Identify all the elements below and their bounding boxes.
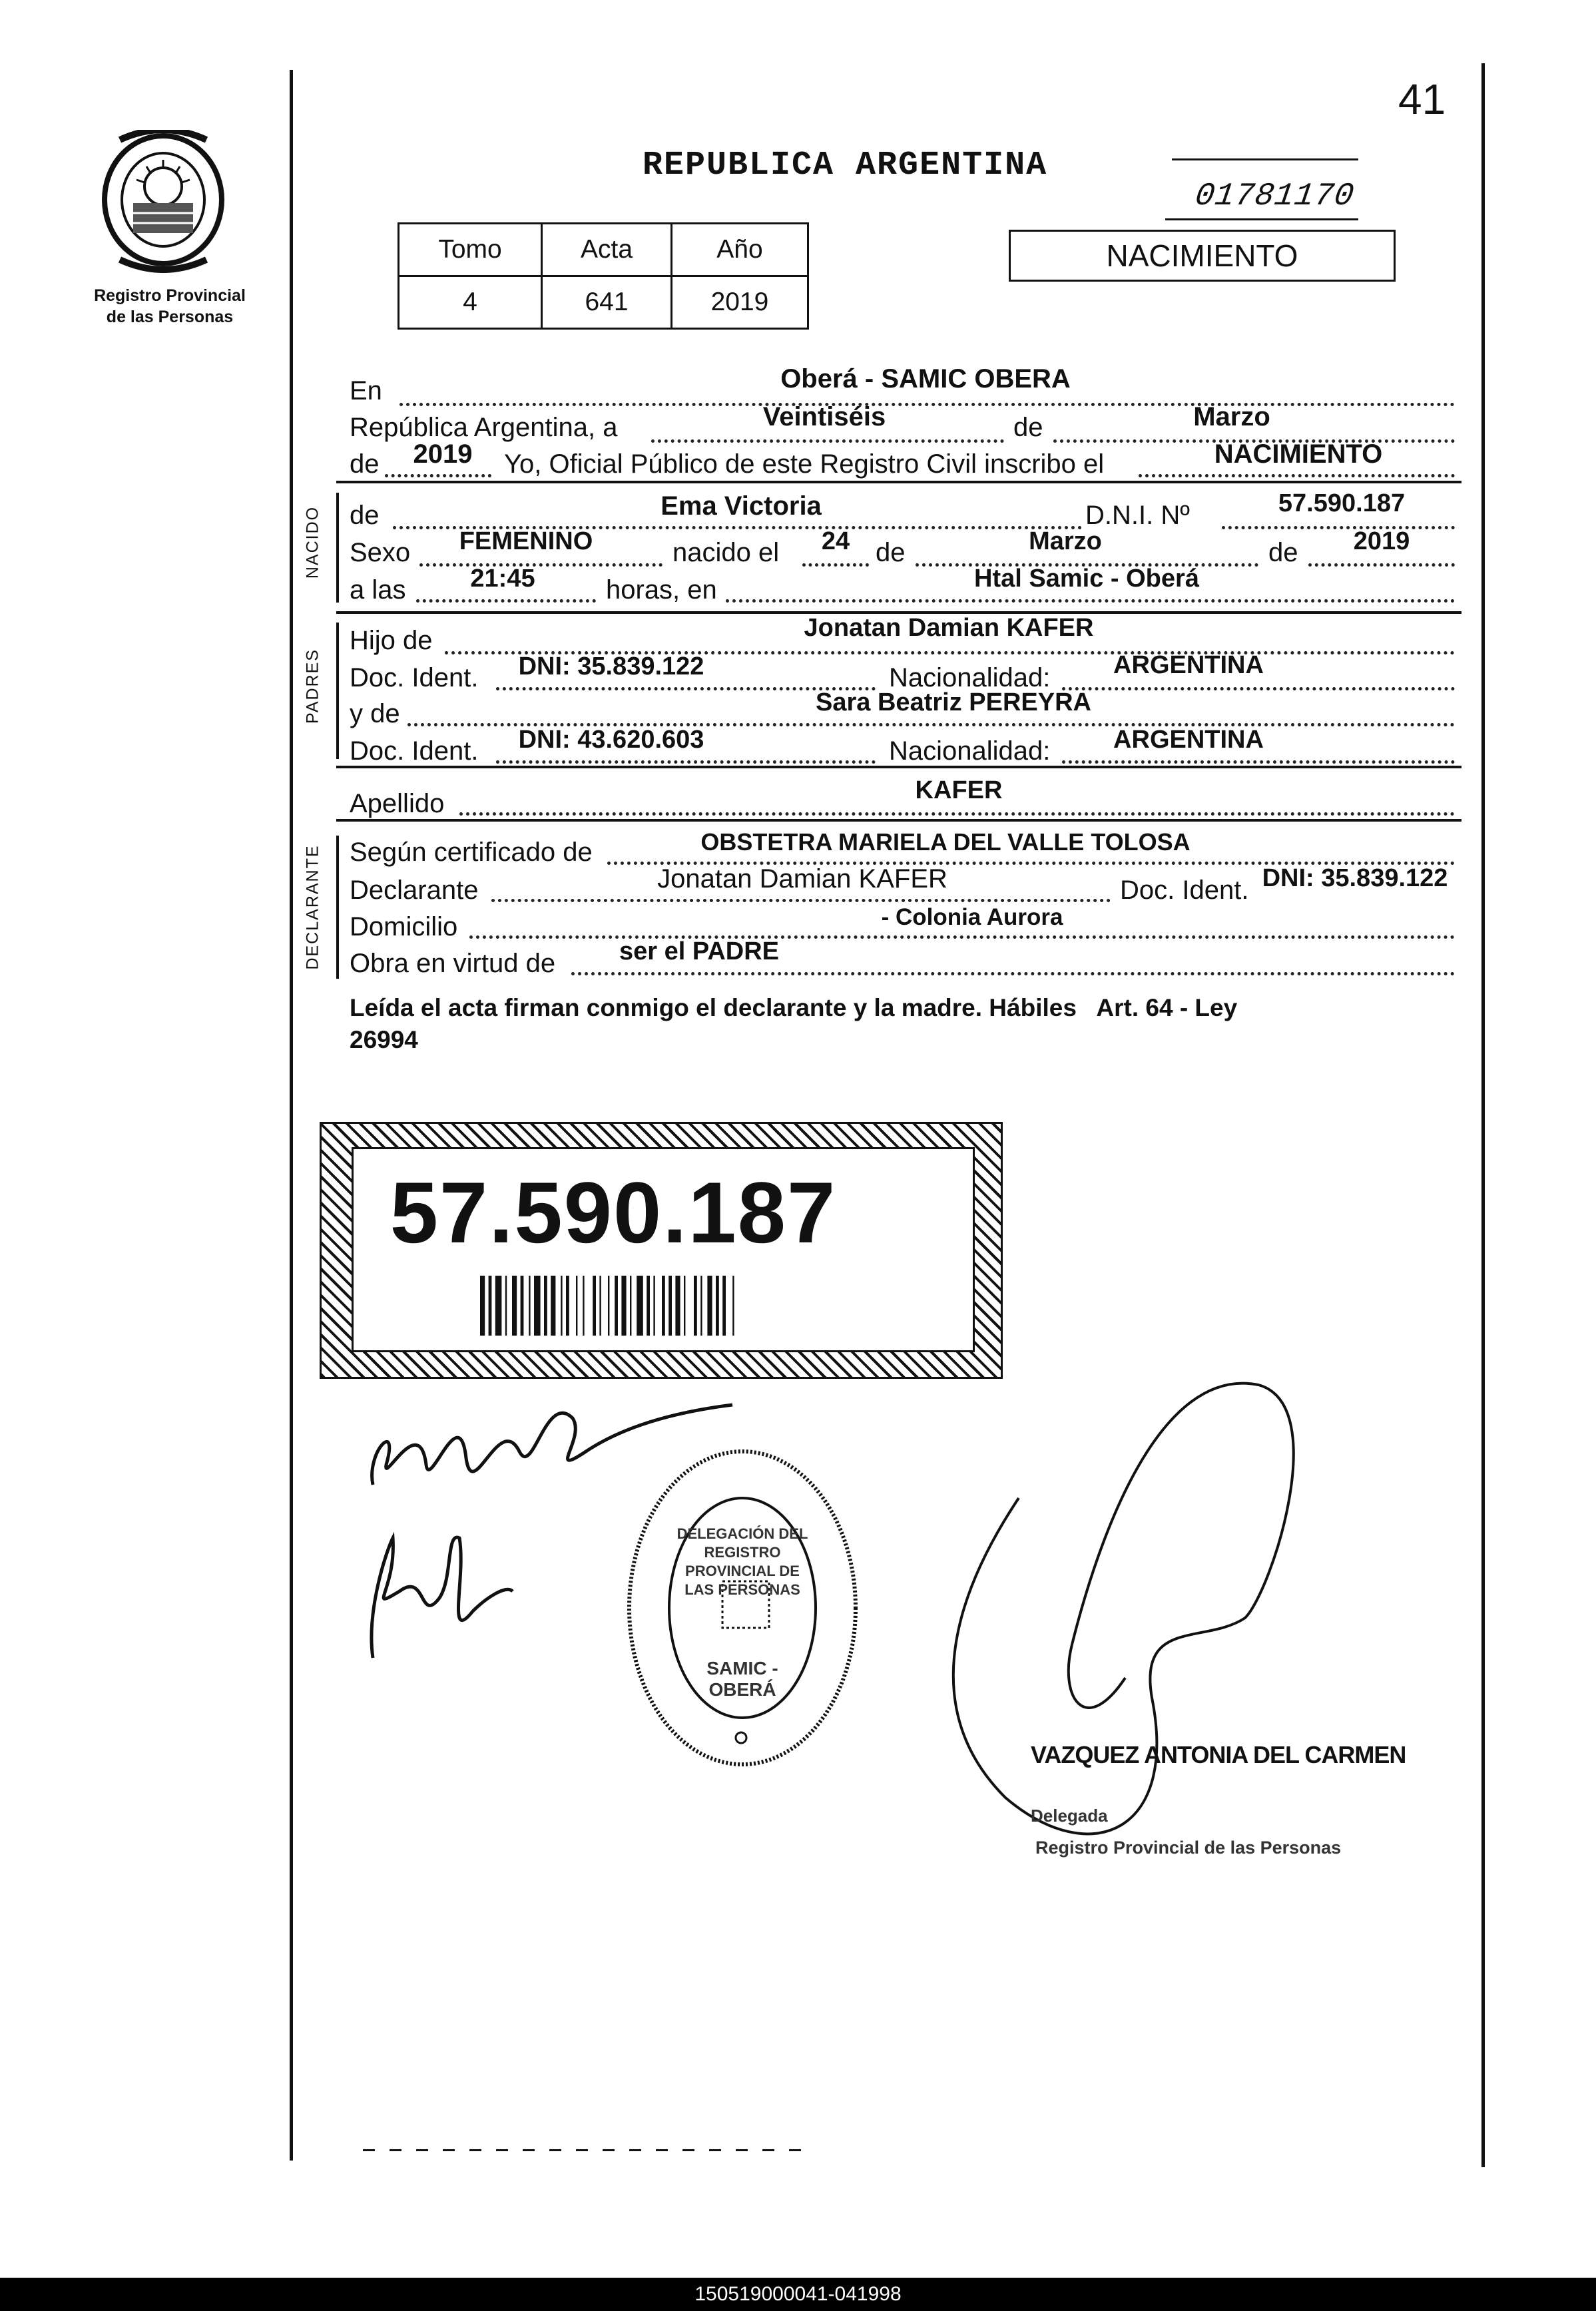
barcode-bar <box>561 1276 562 1336</box>
obra-value: ser el PADRE <box>619 937 780 965</box>
birth-day: 24 <box>821 527 850 555</box>
mother-nat-dotline <box>1062 760 1455 764</box>
dni-security-box <box>320 1122 1003 1379</box>
ano-value: 2019 <box>672 276 808 329</box>
dni-number-panel <box>352 1147 975 1352</box>
barcode-bar <box>716 1276 719 1336</box>
acta-header: Acta <box>542 224 672 276</box>
nacido-section-label: NACIDO <box>303 505 322 579</box>
country-title: REPUBLICA ARGENTINA <box>643 146 1048 184</box>
mother-doc-dotline <box>496 760 876 764</box>
officer-signature <box>872 1365 1445 1858</box>
left-margin-line <box>290 70 293 2161</box>
province-logo <box>93 130 233 273</box>
section-divider-3 <box>336 766 1462 768</box>
barcode-bar <box>707 1276 712 1336</box>
acta-value: 641 <box>542 276 672 329</box>
barcode-bar <box>551 1276 555 1336</box>
ano-header: Año <box>672 224 808 276</box>
declarante-name: Jonatan Damian KAFER <box>657 864 947 894</box>
time-dotline <box>416 599 596 603</box>
hijo-label: Hijo de <box>350 626 433 655</box>
barcode-bar <box>544 1276 547 1336</box>
yde-label: y de <box>350 699 400 728</box>
serial-number: 01781170 <box>1193 178 1357 214</box>
officer-registry: Registro Provincial de las Personas <box>1035 1838 1342 1858</box>
day-dotline <box>651 439 1004 443</box>
oficial-text: Yo, Oficial Público de este Registro Civil inscribo el <box>504 449 1105 479</box>
place-value: Oberá - SAMIC OBERA <box>780 364 1071 393</box>
nacido-el-label: nacido el <box>672 538 780 567</box>
dni-dotline <box>1222 526 1455 529</box>
domicilio-label: Domicilio <box>350 912 458 941</box>
officer-name: VAZQUEZ ANTONIA DEL CARMEN <box>1031 1741 1406 1768</box>
bottom-scan-mark <box>363 2149 816 2151</box>
birth-time: 21:45 <box>470 565 535 593</box>
barcode-bar <box>505 1276 507 1336</box>
tomo-header: Tomo <box>399 224 542 276</box>
birth-de-label: de <box>876 538 906 567</box>
barcode-bar <box>621 1276 626 1336</box>
dni-big-number: 57.590.187 <box>390 1164 837 1261</box>
right-margin-line <box>1481 63 1485 2167</box>
stamp-text: DELEGACIÓN DEL REGISTRO PROVINCIAL DE LAS PERSONAS <box>676 1525 808 1598</box>
barcode-bar <box>608 1276 609 1336</box>
barcode-bar <box>495 1276 502 1336</box>
barcode-bar <box>684 1276 685 1336</box>
alas-label: a las <box>350 575 406 605</box>
barcode-bar <box>480 1276 485 1336</box>
nacido-bracket <box>336 493 339 603</box>
footer-bar <box>0 2278 1596 2311</box>
act-value: NACIMIENTO <box>1214 439 1383 469</box>
intro-day-value: Veintiséis <box>762 402 886 431</box>
republica-label: República Argentina, a <box>350 413 618 442</box>
stamp-bottom-text: SAMIC - OBERÁ <box>706 1658 778 1700</box>
father-doc: DNI: 35.839.122 <box>518 652 704 680</box>
obra-dotline <box>571 972 1455 975</box>
intro-de-label: de <box>1013 413 1043 442</box>
father-doc-label: Doc. Ident. <box>350 663 479 692</box>
birth-de-label-2: de <box>1268 538 1298 567</box>
sexo-label: Sexo <box>350 538 411 567</box>
logo-caption-line1: Registro Provincial <box>94 286 246 305</box>
apellido-label: Apellido <box>350 789 445 818</box>
year-dotline <box>385 474 491 477</box>
registry-table-value-row <box>399 276 808 329</box>
barcode-bar <box>668 1276 672 1336</box>
en-label: En <box>350 376 382 405</box>
closing-statement <box>350 992 1462 1056</box>
barcode-bar <box>512 1276 517 1336</box>
declarante-dotline <box>491 899 1111 902</box>
cert-label: Según certificado de <box>350 838 593 867</box>
father-name: Jonatan Damian KAFER <box>804 614 1094 642</box>
misiones-seal-icon <box>93 130 233 273</box>
declarante-bracket <box>336 836 339 979</box>
intro-year-value: 2019 <box>413 439 473 469</box>
cert-value: OBSTETRA MARIELA DEL VALLE TOLOSA <box>700 828 1191 856</box>
apellido-value: KAFER <box>915 776 1003 804</box>
father-nationality: ARGENTINA <box>1113 651 1264 679</box>
father-nat-label: Nacionalidad: <box>889 663 1051 692</box>
barcode-bar <box>521 1276 524 1336</box>
barcode-bar <box>653 1276 655 1336</box>
declarante-section-label: DECLARANTE <box>303 844 322 970</box>
domicilio-dotline <box>469 935 1455 939</box>
mother-nationality: ARGENTINA <box>1113 726 1264 754</box>
mother-nat-label: Nacionalidad: <box>889 736 1051 766</box>
horas-label: horas, en <box>606 575 717 605</box>
dni-label: D.N.I. Nº <box>1085 501 1190 530</box>
declarante-label: Declarante <box>350 876 479 905</box>
barcode-bar <box>534 1276 541 1336</box>
declarante-doc: DNI: 35.839.122 <box>1262 864 1448 892</box>
birth-day-dotline <box>802 563 869 567</box>
closing-line-2: 26994 <box>350 1026 418 1053</box>
registry-stamp <box>623 1445 862 1771</box>
child-name: Ema Victoria <box>661 491 822 521</box>
registry-table-header-row <box>399 224 808 276</box>
intro-month-value: Marzo <box>1193 402 1270 431</box>
obra-label: Obra en virtud de <box>350 949 556 978</box>
barcode-bar <box>583 1276 584 1336</box>
registry-table <box>398 222 809 330</box>
logo-caption-line2: de las Personas <box>106 308 234 326</box>
barcode-bar <box>566 1276 569 1336</box>
mother-doc-label: Doc. Ident. <box>350 736 479 766</box>
mother-signature <box>346 1511 519 1671</box>
mother-doc: DNI: 43.620.603 <box>518 726 704 754</box>
padres-section-label: PADRES <box>303 648 322 724</box>
barcode-bar <box>732 1276 734 1336</box>
barcode-bar <box>599 1276 601 1336</box>
document-type: NACIMIENTO <box>1106 238 1298 273</box>
en-dotline <box>399 403 1455 406</box>
page-number: 41 <box>1398 75 1446 123</box>
sexo-value: FEMENINO <box>459 527 593 555</box>
apellido-dotline <box>459 812 1455 816</box>
footer-code: 150519000041-041998 <box>694 2283 902 2305</box>
act-dotline <box>1139 474 1455 477</box>
barcode-bar <box>637 1276 643 1336</box>
serial-overline <box>1172 158 1358 160</box>
birth-place: Htal Samic - Oberá <box>974 565 1199 593</box>
nacido-de-label: de <box>350 501 380 530</box>
birth-year: 2019 <box>1353 527 1410 555</box>
birth-year-dotline <box>1308 563 1455 567</box>
barcode-bar <box>615 1276 618 1336</box>
barcode-bar <box>489 1276 492 1336</box>
padres-bracket <box>336 623 339 759</box>
place-dotline <box>726 599 1455 603</box>
barcode-bar <box>647 1276 650 1336</box>
birth-month: Marzo <box>1029 527 1102 555</box>
barcode-icon <box>480 1276 853 1336</box>
sexo-dotline <box>419 563 663 567</box>
intro-de-label-2: de <box>350 449 380 479</box>
barcode-bar <box>694 1276 697 1336</box>
document-type-box <box>1009 230 1396 282</box>
barcode-bar <box>529 1276 530 1336</box>
logo-caption <box>70 285 270 328</box>
section-divider-4 <box>336 819 1462 822</box>
officer-role: Delegada <box>1031 1806 1108 1826</box>
barcode-bar <box>700 1276 702 1336</box>
barcode-bar <box>722 1276 726 1336</box>
mother-name: Sara Beatriz PEREYRA <box>816 688 1091 716</box>
domicilio-value: - Colonia Aurora <box>881 904 1063 930</box>
closing-line-1: Leída el acta firman conmigo el declarante y la madre. Hábiles Art. 64 - Ley <box>350 994 1238 1021</box>
barcode-bar <box>576 1276 577 1336</box>
child-dni: 57.590.187 <box>1278 489 1406 517</box>
father-nat-dotline <box>1062 687 1455 690</box>
barcode-bar <box>630 1276 631 1336</box>
registry-stamp-seal <box>623 1445 862 1771</box>
serial-underline <box>1165 218 1358 220</box>
barcode-bar <box>675 1276 680 1336</box>
barcode-bar <box>593 1276 596 1336</box>
declarante-doc-label: Doc. Ident. <box>1120 876 1249 905</box>
section-divider-1 <box>336 481 1462 483</box>
tomo-value: 4 <box>399 276 542 329</box>
barcode-bar <box>662 1276 665 1336</box>
